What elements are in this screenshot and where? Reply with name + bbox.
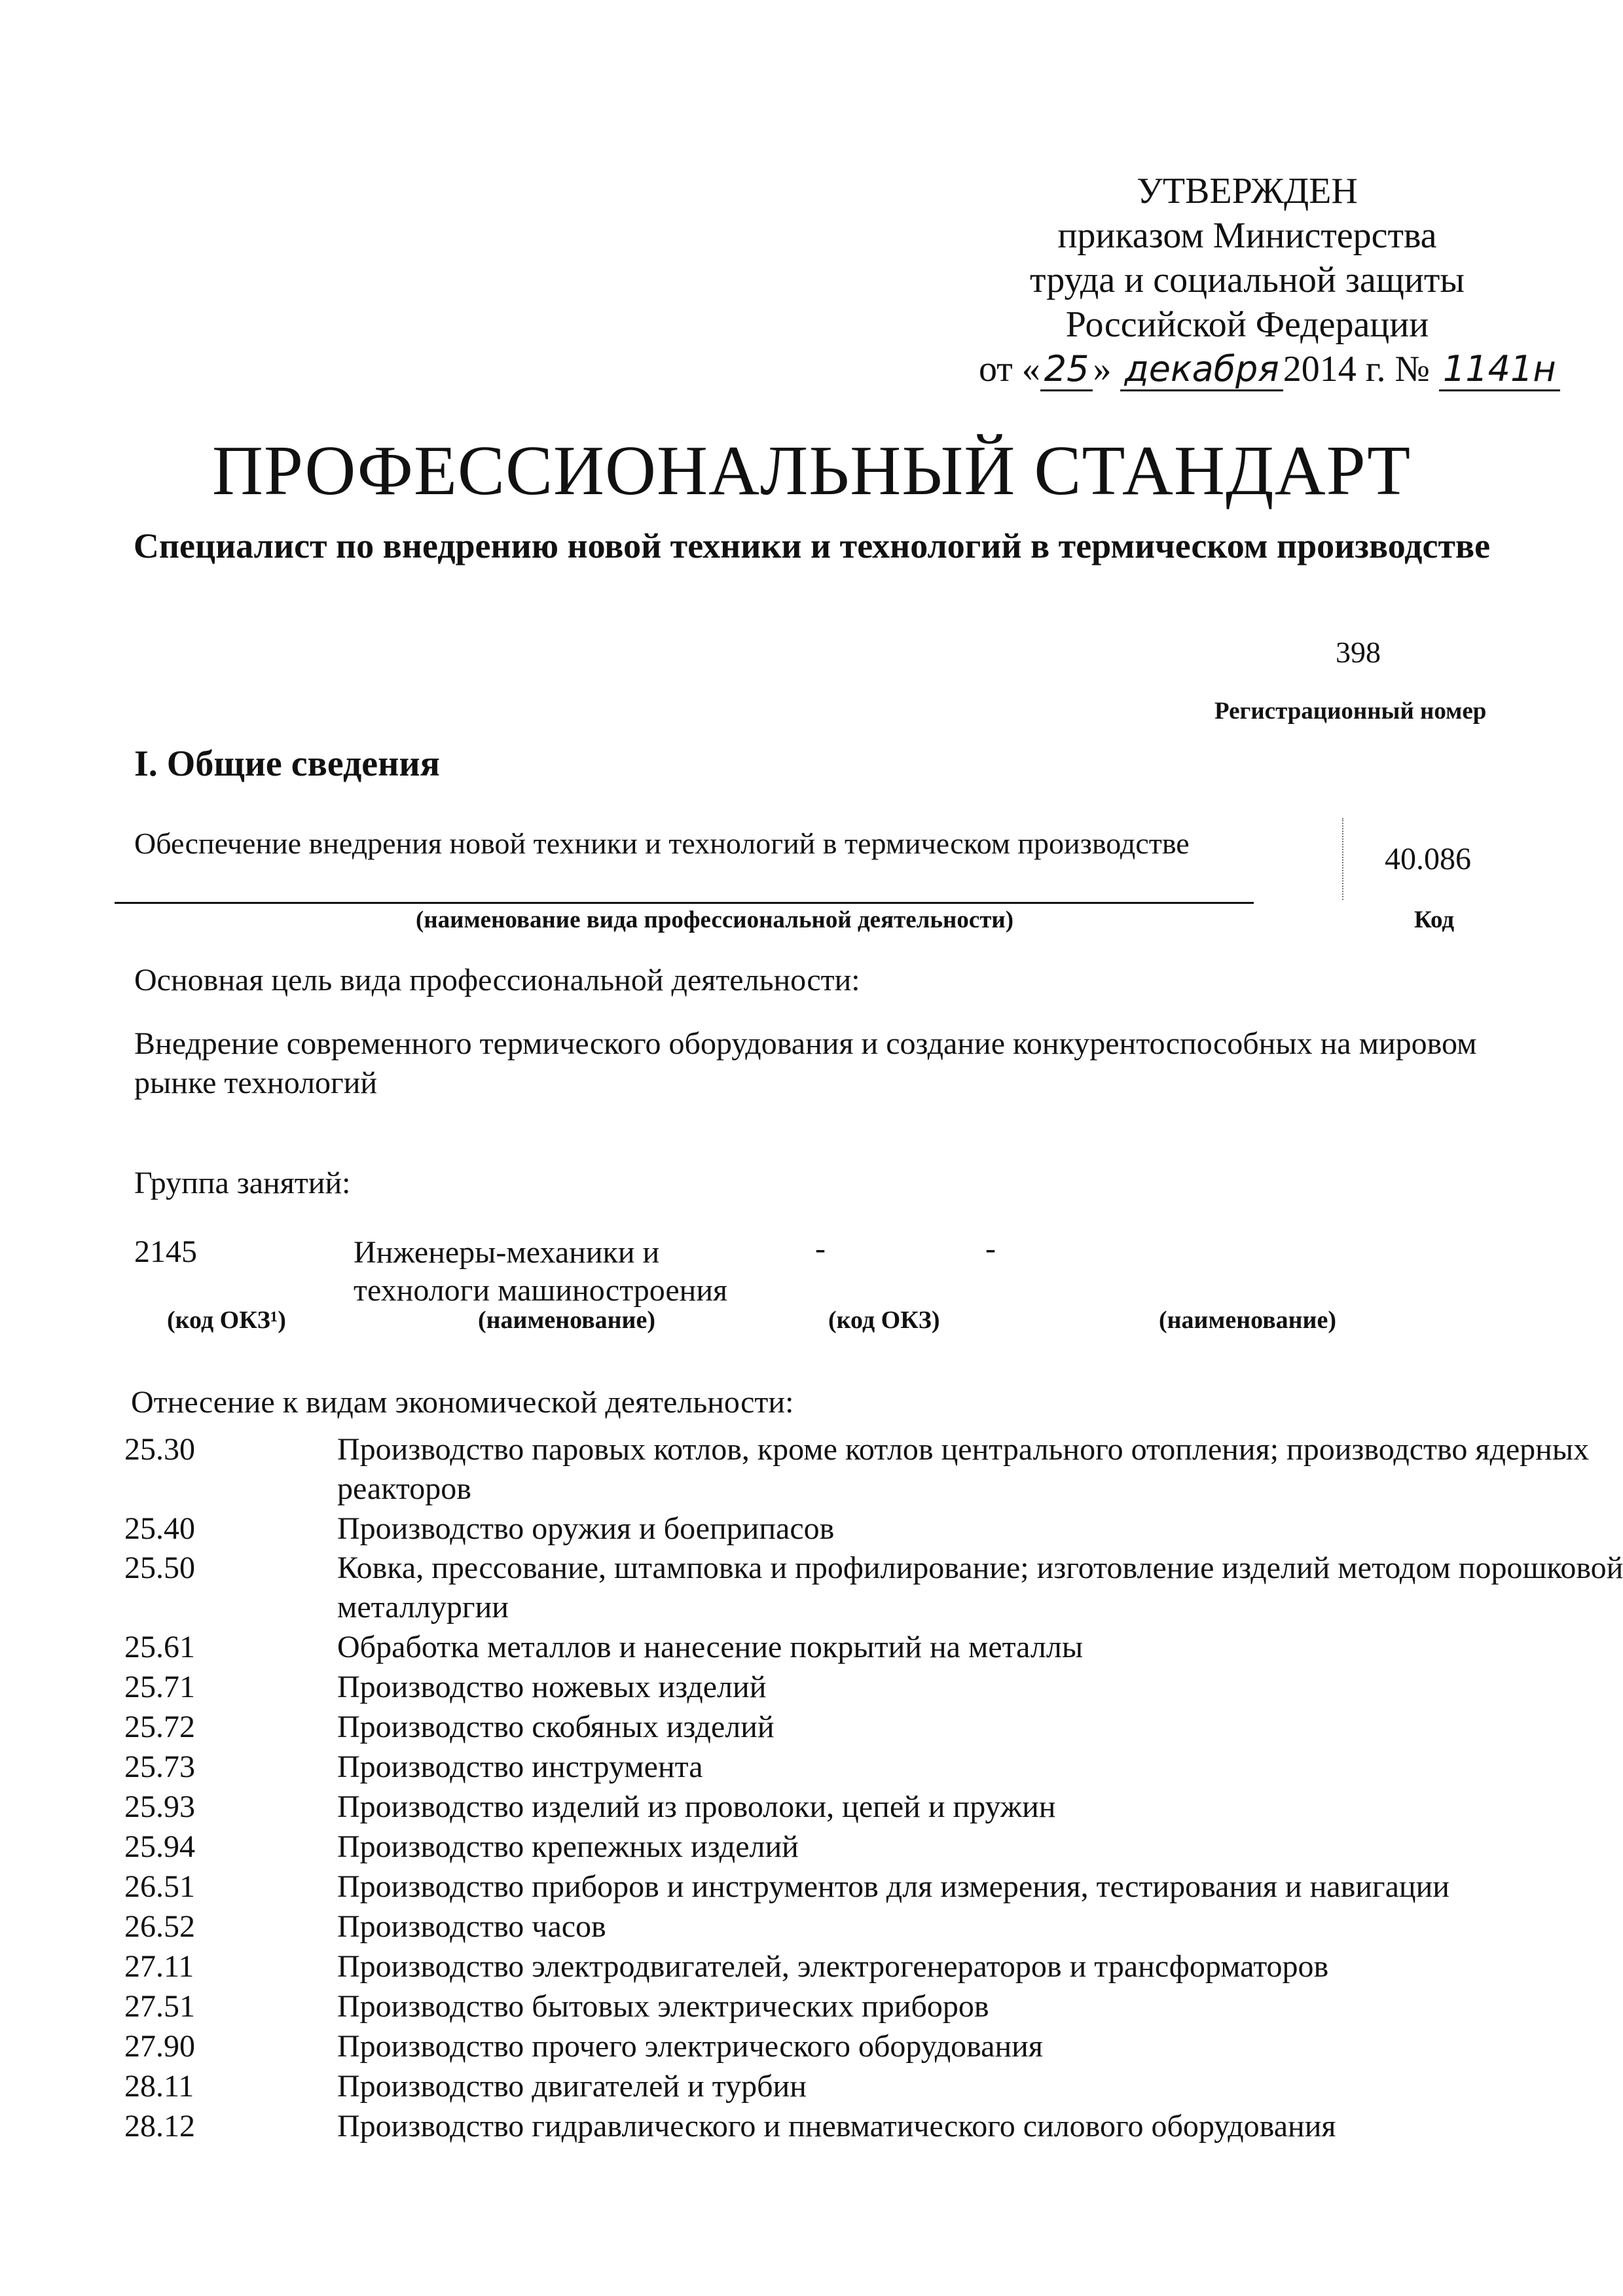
group-name-2: -	[985, 1231, 996, 1266]
okved-code: 25.71	[124, 1670, 195, 1704]
okved-name: Производство двигателей и турбин	[337, 2069, 807, 2104]
okved-name: Производство бытовых электрических приборов	[337, 1989, 989, 2024]
okved-code: 27.51	[124, 1989, 195, 2024]
okved-code: 27.11	[124, 1949, 194, 1984]
group-name: Инженеры-механики и технологи машиностроения	[354, 1235, 728, 1308]
okved-code: 25.30	[124, 1432, 195, 1467]
okved-name: Производство изделий из проволоки, цепей и пружин	[337, 1789, 1056, 1824]
okved-code: 27.90	[124, 2029, 195, 2064]
activity-code-label: Код	[1414, 906, 1455, 933]
okved-code: 28.12	[124, 2109, 195, 2144]
okved-name: Производство оружия и боеприпасов	[337, 1511, 835, 1546]
okved-name: Обработка металлов и нанесение покрытий на металлы	[337, 1630, 1084, 1664]
okved-code: 26.52	[124, 1909, 195, 1944]
okved-name: Производство прочего электрического оборудования	[337, 2029, 1043, 2064]
okved-code: 25.93	[124, 1789, 195, 1824]
okved-code: 25.40	[124, 1511, 195, 1546]
okved-name: Производство скобяных изделий	[337, 1710, 775, 1744]
okved-name: Производство гидравлического и пневматического силового оборудования	[337, 2109, 1336, 2144]
okved-code: 26.51	[124, 1869, 195, 1904]
activity-caption: (наименование вида профессиональной деятельности)	[416, 906, 1014, 933]
registration-label: Регистрационный номер	[1214, 698, 1487, 725]
approval-line-ministry: приказом Министерства	[1057, 215, 1437, 256]
approval-line-labor: труда и социальной защиты	[1030, 260, 1465, 300]
okved-code: 25.72	[124, 1710, 195, 1744]
goal-text: Внедрение современного термического оборудования и создание конкурентоспособных на мировом рынке технологий	[134, 1026, 1477, 1100]
section-heading: I. Общие сведения	[134, 744, 440, 784]
okved-code: 25.73	[124, 1749, 195, 1784]
activity-code: 40.086	[1385, 842, 1471, 876]
year-text: 2014 г. №	[1283, 349, 1430, 389]
caption-okz-code-2: (код ОКЗ)	[828, 1306, 940, 1334]
okved-name: Производство приборов и инструментов для измерения, тестирования и навигации	[337, 1869, 1450, 1904]
activity-name: Обеспечение внедрения новой техники и технологий в термическом производстве	[134, 827, 1190, 860]
caption-okz-code: (код ОКЗ¹)	[167, 1306, 286, 1334]
okved-name: Производство паровых котлов, кроме котлов центрального отопления; производство ядерных реакторов	[337, 1432, 1590, 1506]
handwritten-day: 25	[1040, 348, 1093, 391]
okved-name: Производство электродвигателей, электрогенераторов и трансформаторов	[337, 1949, 1329, 1984]
approval-title: УТВЕРЖДЕН	[1137, 171, 1358, 211]
approval-date	[979, 347, 1560, 391]
caption-name: (наименование)	[478, 1306, 655, 1334]
goal-heading: Основная цель вида профессиональной деятельности:	[134, 963, 860, 997]
okved-code: 25.61	[124, 1630, 195, 1664]
activity-underline	[115, 902, 1254, 904]
okved-code: 28.11	[124, 2069, 194, 2104]
approval-line-federation: Российской Федерации	[1065, 304, 1429, 345]
handwritten-order-number: 1141н	[1439, 348, 1560, 391]
document-title: ПРОФЕССИОНАЛЬНЫЙ СТАНДАРТ	[211, 432, 1412, 510]
registration-number: 398	[1336, 636, 1381, 669]
group-heading: Группа занятий:	[134, 1166, 351, 1200]
okved-name: Производство часов	[337, 1909, 606, 1944]
okved-name: Ковка, прессование, штамповка и профилирование; изготовление изделий методом порошковой металлургии	[337, 1551, 1623, 1624]
okved-name: Производство инструмента	[337, 1749, 703, 1784]
group-code-2: -	[815, 1231, 826, 1266]
handwritten-month: декабря	[1120, 348, 1283, 391]
okved-code: 25.50	[124, 1551, 195, 1585]
quote-close: »	[1093, 349, 1112, 389]
okved-heading: Отнесение к видам экономической деятельности:	[131, 1385, 794, 1420]
group-code: 2145	[134, 1234, 197, 1269]
caption-name-2: (наименование)	[1159, 1306, 1336, 1334]
document-subtitle: Специалист по внедрению новой техники и технологий в термическом производстве	[133, 526, 1491, 565]
okved-name: Производство крепежных изделий	[337, 1829, 799, 1864]
okved-code: 25.94	[124, 1829, 195, 1864]
okved-name: Производство ножевых изделий	[337, 1670, 767, 1704]
date-prefix: от «	[979, 349, 1040, 389]
